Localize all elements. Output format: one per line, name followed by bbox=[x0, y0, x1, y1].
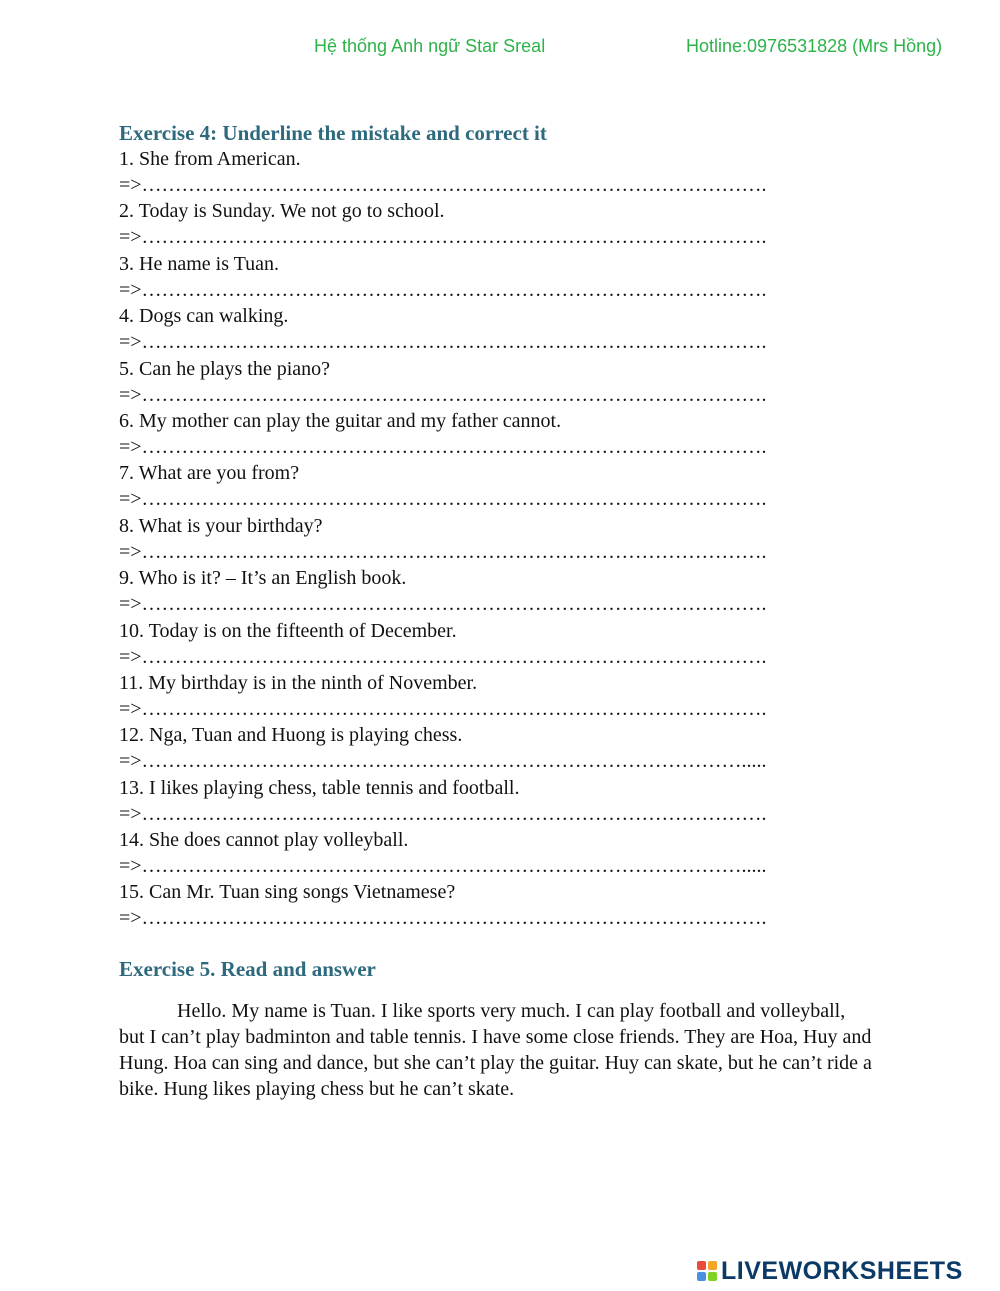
question-text: 2. Today is Sunday. We not go to school. bbox=[119, 200, 445, 223]
exercise-item bbox=[119, 356, 889, 408]
answer-line[interactable]: =>…………………………………………………………………………………. bbox=[119, 383, 767, 406]
exercise-4-list bbox=[119, 146, 889, 932]
exercise-5-title: Exercise 5. Read and answer bbox=[119, 957, 376, 981]
answer-line[interactable]: =>………………………………………………………………………………..... bbox=[119, 855, 767, 878]
answer-line[interactable]: =>…………………………………………………………………………………. bbox=[119, 174, 767, 196]
answer-line[interactable]: =>…………………………………………………………………………………. bbox=[119, 645, 767, 668]
question-text: 9. Who is it? – It’s an English book. bbox=[119, 567, 407, 590]
question-text: 15. Can Mr. Tuan sing songs Vietnamese? bbox=[119, 881, 456, 904]
logo-square bbox=[708, 1261, 717, 1270]
liveworksheets-logo bbox=[697, 1256, 963, 1286]
exercise-item bbox=[119, 827, 889, 879]
logo-text: LIVEWORKSHEETS bbox=[721, 1256, 963, 1285]
answer-line[interactable]: =>…………………………………………………………………………………. bbox=[119, 907, 767, 930]
question-text: 13. I likes playing chess, table tennis and football. bbox=[119, 776, 520, 799]
exercise-item bbox=[119, 775, 889, 827]
exercise-item bbox=[119, 722, 889, 774]
answer-line[interactable]: =>…………………………………………………………………………………. bbox=[119, 331, 767, 354]
question-text: 14. She does cannot play volleyball. bbox=[119, 829, 409, 852]
exercise-item bbox=[119, 513, 889, 565]
logo-square bbox=[697, 1261, 706, 1270]
question-text: 7. What are you from? bbox=[119, 462, 300, 485]
answer-line[interactable]: =>…………………………………………………………………………………. bbox=[119, 697, 767, 720]
answer-line[interactable]: =>…………………………………………………………………………………. bbox=[119, 278, 767, 301]
question-text: 4. Dogs can walking. bbox=[119, 305, 289, 328]
question-text: 12. Nga, Tuan and Huong is playing chess. bbox=[119, 724, 463, 747]
question-text: 3. He name is Tuan. bbox=[119, 252, 279, 275]
school-name: Hệ thống Anh ngữ Star Sreal bbox=[314, 36, 546, 56]
hotline: Hotline:0976531828 (Mrs Hồng) bbox=[686, 36, 943, 56]
exercise-item bbox=[119, 408, 889, 460]
answer-line[interactable]: =>…………………………………………………………………………………. bbox=[119, 226, 767, 249]
exercise-item bbox=[119, 303, 889, 355]
question-text: 6. My mother can play the guitar and my father cannot. bbox=[119, 409, 562, 432]
answer-line[interactable]: =>…………………………………………………………………………………. bbox=[119, 540, 767, 563]
question-text: 8. What is your birthday? bbox=[119, 514, 323, 537]
question-text: 11. My birthday is in the ninth of November. bbox=[119, 671, 478, 694]
answer-line[interactable]: =>…………………………………………………………………………………. bbox=[119, 802, 767, 825]
exercise-item bbox=[119, 565, 889, 617]
exercise-item bbox=[119, 879, 889, 931]
reading-passage: Hello. My name is Tuan. I like sports very much. I can play football and volleyball, but I can’t play badminton and table tennis. I have some close friends. They are Hoa, Huy and Hung. Hoa can sing and dance, but she can’t play the guitar. Huy can skate, but he can’t ride a bike. Hung likes playing chess but he can’t skate. bbox=[119, 1000, 872, 1100]
exercise-item bbox=[119, 198, 889, 250]
exercise-item bbox=[119, 670, 889, 722]
page-header bbox=[0, 36, 1000, 60]
question-text: 5. Can he plays the piano? bbox=[119, 357, 331, 380]
exercise-item bbox=[119, 460, 889, 512]
question-text: 10. Today is on the fifteenth of December. bbox=[119, 619, 457, 642]
exercise-item bbox=[119, 251, 889, 303]
answer-line[interactable]: =>…………………………………………………………………………………. bbox=[119, 435, 767, 458]
answer-line[interactable]: =>…………………………………………………………………………………. bbox=[119, 488, 767, 511]
answer-line[interactable]: =>…………………………………………………………………………………. bbox=[119, 593, 767, 616]
answer-line[interactable]: =>………………………………………………………………………………..... bbox=[119, 750, 767, 773]
logo-square bbox=[708, 1272, 717, 1281]
logo-square bbox=[697, 1272, 706, 1281]
exercise-4-title: Exercise 4: Underline the mistake and correct it bbox=[119, 121, 547, 145]
exercise-item bbox=[119, 146, 889, 198]
exercise-item bbox=[119, 618, 889, 670]
question-text: 1. She from American. bbox=[119, 148, 301, 170]
logo-mark-icon bbox=[697, 1261, 717, 1281]
